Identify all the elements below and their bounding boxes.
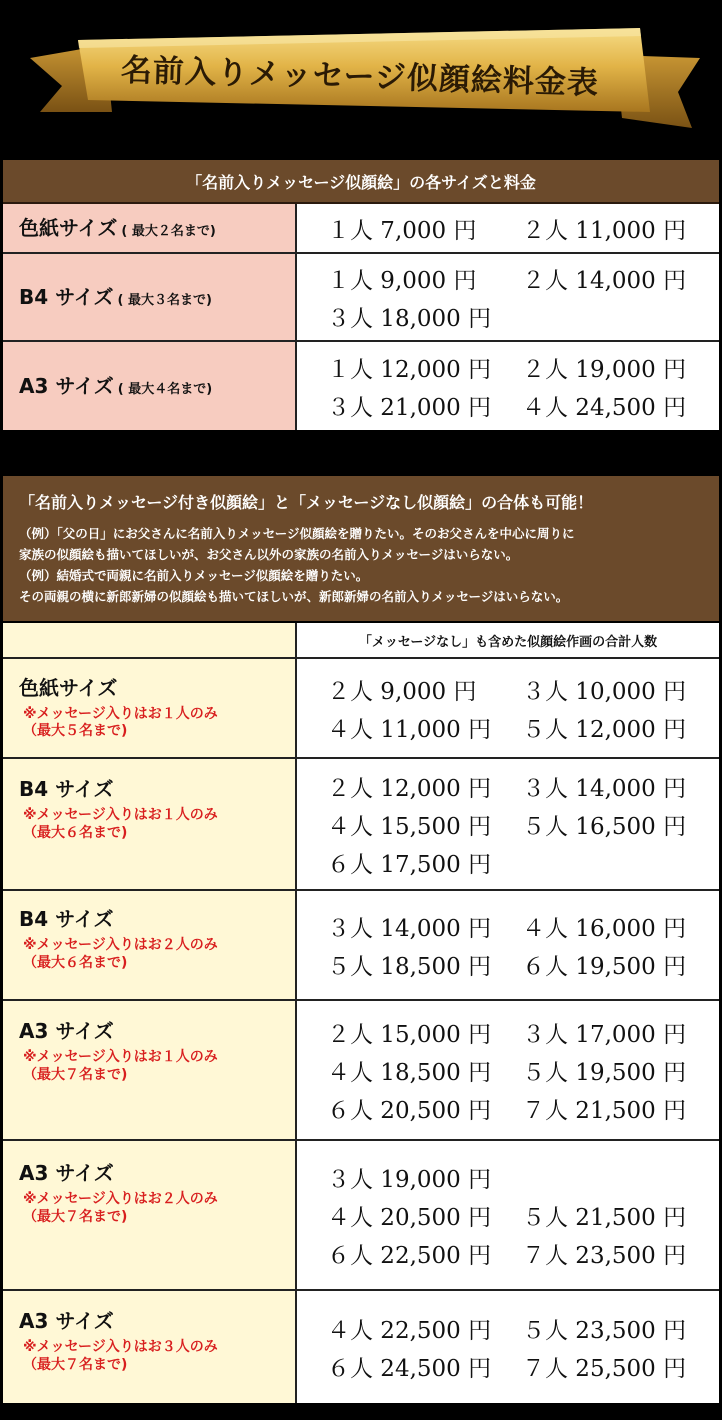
table-row xyxy=(3,254,719,342)
capacity-label: ( 最大３名まで) xyxy=(117,293,212,308)
capacity-label: （最大７名まで) xyxy=(23,1066,128,1083)
price-value: ４人 24,500 円 xyxy=(522,394,687,421)
size-label: A3 サイズ xyxy=(19,1161,114,1185)
example-text: その両親の横に新郎新婦の似顔絵も描いてほしいが、新郎新婦の名前入りメッセージはいらない。 xyxy=(19,589,569,604)
price-value: ６人 24,500 円 xyxy=(327,1355,492,1382)
price-value: ７人 21,500 円 xyxy=(522,1097,687,1124)
price-value: ７人 25,500 円 xyxy=(522,1355,687,1382)
table2-subheader: 「メッセージなし」も含めた似顔絵作画の合計人数 xyxy=(297,623,719,657)
capacity-label: ( 最大２名まで) xyxy=(121,224,216,239)
message-note: ※メッセージ入りはお２人のみ xyxy=(23,1191,218,1207)
size-cell xyxy=(3,204,297,252)
banner-title: 名前入りメッセージ似顔絵料金表 xyxy=(120,51,600,102)
title-banner xyxy=(0,0,722,150)
price-value: ４人 20,500 円 xyxy=(327,1204,492,1231)
price-cell xyxy=(297,342,719,430)
size-cell xyxy=(3,254,297,340)
price-value: ３人 17,000 円 xyxy=(522,1021,687,1048)
table-row xyxy=(3,1141,719,1291)
price-cell xyxy=(297,659,719,757)
price-value: ６人 20,500 円 xyxy=(327,1097,492,1124)
price-value: ２人 12,000 円 xyxy=(327,775,492,802)
table2-subheader-row xyxy=(3,623,719,659)
size-label: A3 サイズ xyxy=(19,1019,114,1043)
price-value: ４人 22,500 円 xyxy=(327,1317,492,1344)
price-value: １人 7,000 円 xyxy=(327,217,477,244)
size-cell xyxy=(3,342,297,430)
table-row xyxy=(3,759,719,891)
price-value: ５人 23,500 円 xyxy=(522,1317,687,1344)
message-note: ※メッセージ入りはお１人のみ xyxy=(23,807,218,823)
price-value: ４人 16,000 円 xyxy=(522,915,687,942)
size-label: B4 サイズ xyxy=(19,907,114,931)
capacity-label: ( 最大４名まで) xyxy=(117,382,213,397)
price-value: ７人 23,500 円 xyxy=(522,1242,687,1269)
table-row xyxy=(3,1001,719,1141)
price-cell xyxy=(297,1001,719,1139)
price-cell xyxy=(297,891,719,999)
price-value: ６人 17,500 円 xyxy=(327,851,492,878)
price-value: ３人 14,000 円 xyxy=(327,915,492,942)
size-cell xyxy=(3,759,297,889)
example-text: 家族の似顔絵も描いてほしいが、お父さん以外の家族の名前入りメッセージはいらない。 xyxy=(19,547,519,562)
price-cell xyxy=(297,204,719,252)
example-text: （例）結婚式で両親に名前入りメッセージ似顔絵を贈りたい。 xyxy=(19,568,369,583)
table-row xyxy=(3,891,719,1001)
table1-header: 「名前入りメッセージ似顔絵」の各サイズと料金 xyxy=(3,160,719,204)
size-label: B4 サイズ xyxy=(19,285,114,309)
price-value: １人 9,000 円 xyxy=(327,267,477,294)
table-row xyxy=(3,342,719,430)
size-cell xyxy=(3,659,297,757)
capacity-label: （最大６名まで) xyxy=(23,824,128,841)
price-value: ５人 16,500 円 xyxy=(522,813,687,840)
price-value: ６人 19,500 円 xyxy=(522,953,687,980)
size-label: B4 サイズ xyxy=(19,777,114,801)
capacity-label: （最大７名まで) xyxy=(23,1356,128,1373)
price-value: ５人 21,500 円 xyxy=(522,1204,687,1231)
price-value: ３人 10,000 円 xyxy=(522,678,687,705)
price-cell xyxy=(297,1291,719,1403)
price-value: ５人 18,500 円 xyxy=(327,953,492,980)
size-label: A3 サイズ xyxy=(19,374,114,398)
message-note: ※メッセージ入りはお２人のみ xyxy=(23,937,218,953)
size-label: 色紙サイズ xyxy=(19,216,118,240)
capacity-label: （最大５名まで) xyxy=(23,723,128,739)
price-cell xyxy=(297,1141,719,1289)
size-cell xyxy=(3,1291,297,1403)
size-cell xyxy=(3,891,297,999)
price-cell xyxy=(297,759,719,889)
price-value: ５人 12,000 円 xyxy=(522,716,687,743)
price-value: ２人 9,000 円 xyxy=(327,678,477,705)
message-note: ※メッセージ入りはお１人のみ xyxy=(23,1049,218,1065)
price-value: １人 12,000 円 xyxy=(327,356,492,383)
price-value: ３人 21,000 円 xyxy=(327,394,492,421)
price-value: ６人 22,500 円 xyxy=(327,1242,492,1269)
price-value: ４人 18,500 円 xyxy=(327,1059,492,1086)
size-cell xyxy=(3,1141,297,1289)
price-value: ４人 15,500 円 xyxy=(327,813,492,840)
price-value: ３人 14,000 円 xyxy=(522,775,687,802)
example-text: （例）「父の日」にお父さんに名前入りメッセージ似顔絵を贈りたい。そのお父さんを中心に周りに xyxy=(19,526,575,541)
price-value: ２人 11,000 円 xyxy=(522,217,687,244)
price-value: ３人 19,000 円 xyxy=(327,1166,492,1193)
price-value: ４人 11,000 円 xyxy=(327,716,492,743)
combo-title: 「名前入りメッセージ付き似顔絵」と「メッセージなし似顔絵」の合体も可能！ xyxy=(19,493,594,512)
size-label: A3 サイズ xyxy=(19,1309,114,1333)
message-note: ※メッセージ入りはお３人のみ xyxy=(23,1339,218,1355)
size-label: 色紙サイズ xyxy=(19,675,118,700)
table-row xyxy=(3,1291,719,1403)
price-value: ２人 15,000 円 xyxy=(327,1021,492,1048)
capacity-label: （最大７名まで) xyxy=(23,1208,128,1225)
capacity-label: （最大６名まで) xyxy=(23,954,128,971)
price-value: ２人 19,000 円 xyxy=(522,356,687,383)
table-row xyxy=(3,659,719,759)
price-value: ５人 19,500 円 xyxy=(522,1059,687,1086)
table-row xyxy=(3,204,719,254)
price-value: ３人 18,000 円 xyxy=(327,305,492,332)
price-table-combo xyxy=(3,623,719,1403)
price-table-message xyxy=(3,160,719,430)
message-note: ※メッセージ入りはお１人のみ xyxy=(23,705,218,722)
combo-info-panel xyxy=(3,476,719,621)
price-cell xyxy=(297,254,719,340)
size-cell xyxy=(3,1001,297,1139)
price-value: ２人 14,000 円 xyxy=(522,267,687,294)
